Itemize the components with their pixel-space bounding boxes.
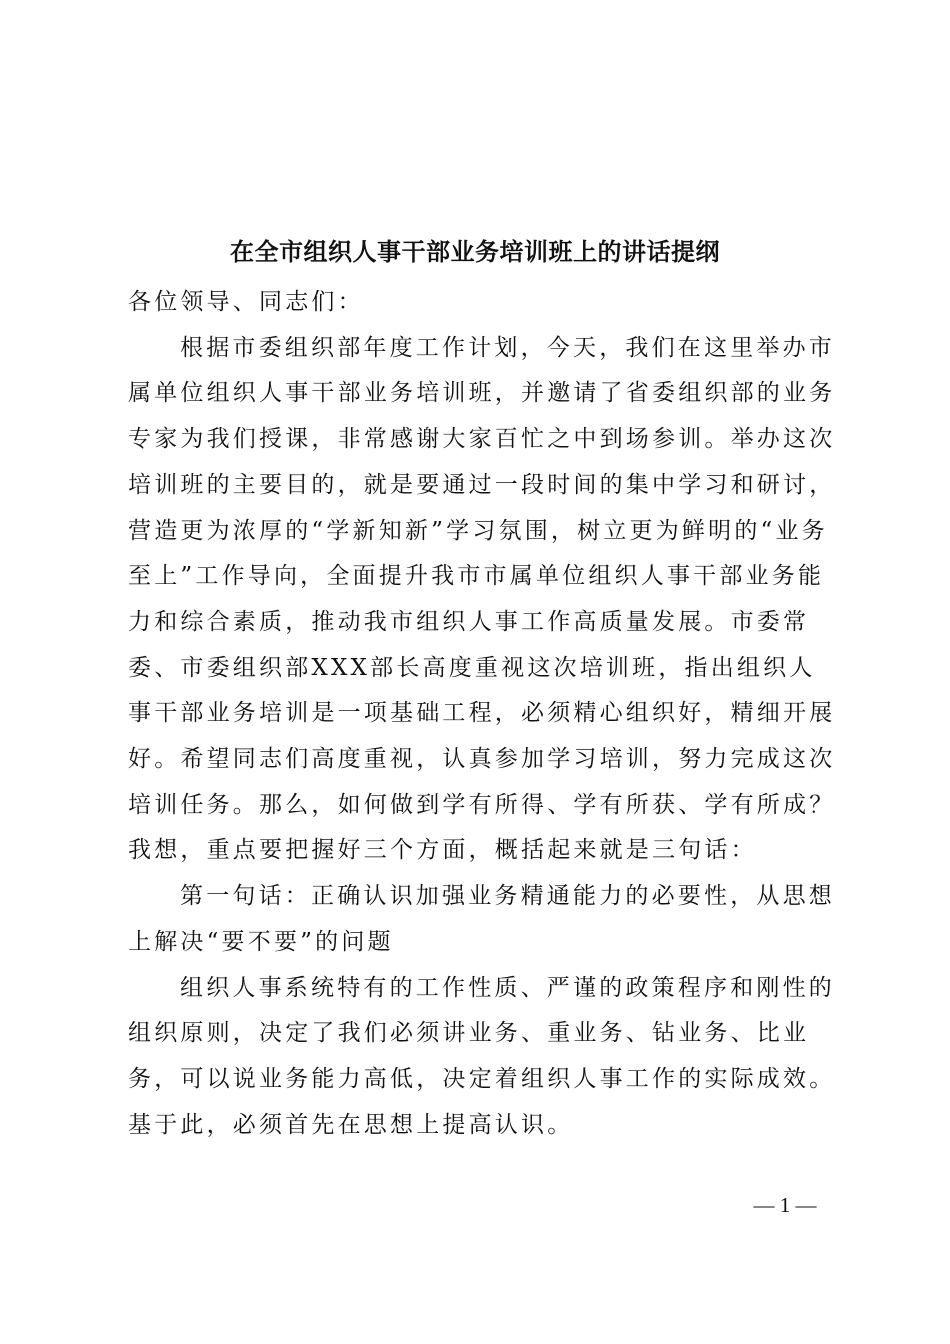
paragraph-first-point-heading: 第一句话：正确认识加强业务精通能力的必要性，从思想上解决“要不要”的问题: [128, 883, 835, 955]
salutation: 各位领导、同志们：: [128, 289, 364, 315]
paragraph-intro: 根据市委组织部年度工作计划，今天，我们在这里举办市属单位组织人事干部业务培训班，并邀请了省委组织部的业务专家为我们授课，非常感谢大家百忙之中到场参训。举办这次培训班的主要目的，就是要通过一段时间的集中学习和研讨，营造更为浓厚的“学新知新”学习氛围，树立更为鲜明的“业务至上”工作导向，全面提升我市市属单位组织人事干部业务能力和综合素质，推动我市组织人事工作高质量发展。市委常委、市委组织部XXX部长高度重视这次培训班，指出组织人事干部业务培训是一项基础工程，必须精心组织好，精细开展好。希望同志们高度重视，认真参加学习培训，努力完成这次培训任务。那么，如何做到学有所得、学有所获、学有所成？我想，重点要把握好三个方面，概括起来就是三句话：: [128, 334, 836, 864]
document-body: [128, 280, 838, 1148]
page-number: — 1 —: [753, 1193, 817, 1217]
paragraph-first-point-body: 组织人事系统特有的工作性质、严谨的政策程序和刚性的组织原则，决定了我们必须讲业务、重业务、钻业务、比业务，可以说业务能力高低，决定着组织人事工作的实际成效。基于此，必须首先在思想上提高认识。: [128, 974, 836, 1138]
document-title: 在全市组织人事干部业务培训班上的讲话提纲: [230, 237, 720, 266]
